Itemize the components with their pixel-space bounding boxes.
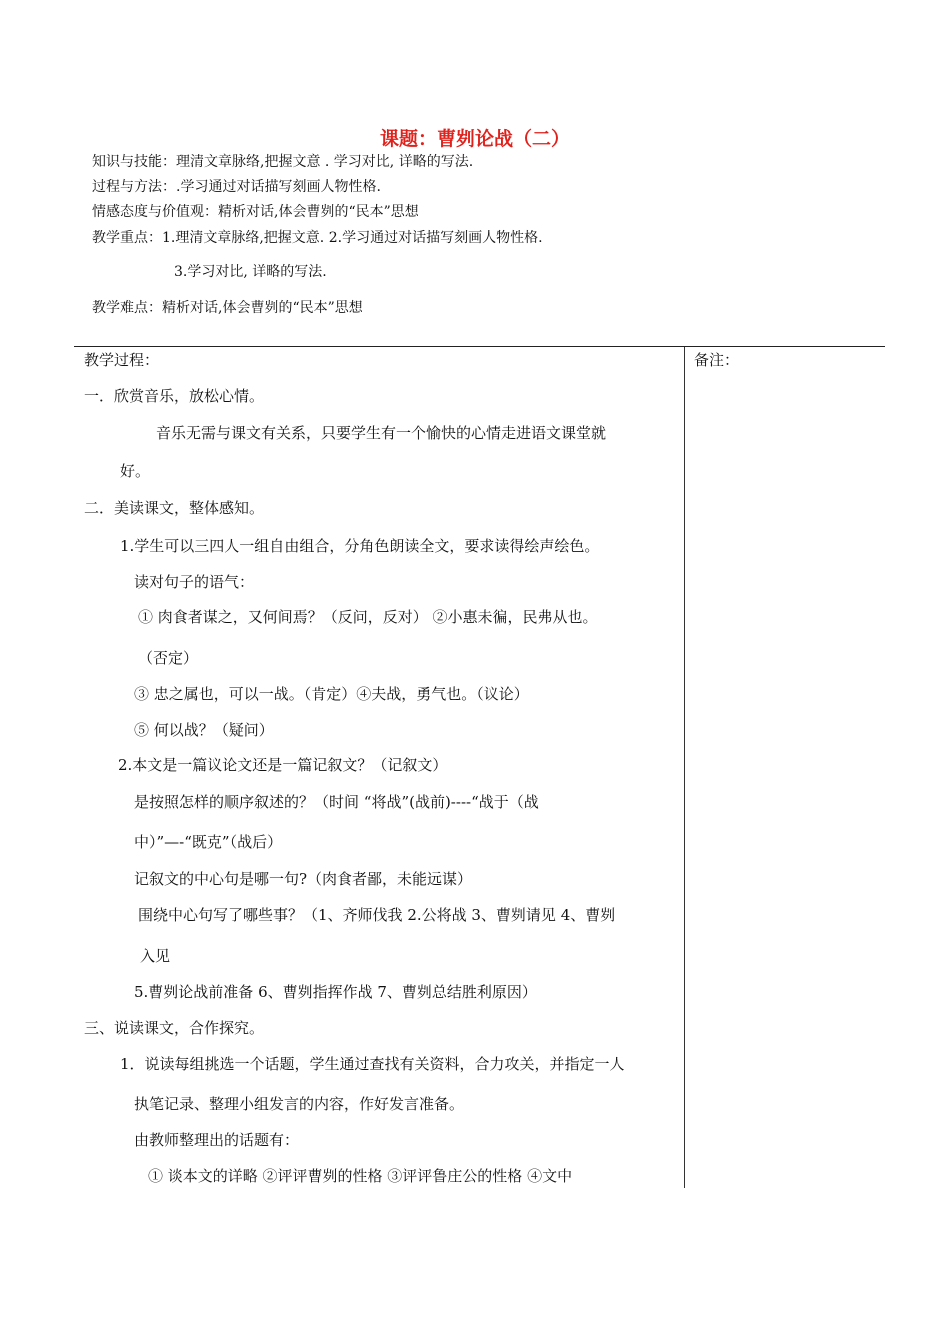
process-line: 入见	[140, 947, 171, 965]
objective-knowledge: 知识与技能：理清文章脉络,把握文意 . 学习对比, 详略的写法.	[92, 154, 474, 170]
process-line: 2.本文是一篇议论文还是一篇记叙文？（记叙文）	[118, 756, 448, 774]
process-line: 是按照怎样的顺序叙述的？（时间 “将战”(战前)----“战于（战	[134, 793, 539, 811]
lesson-title: 课题：曹刿论战（二）	[379, 128, 570, 150]
table-top-border	[74, 346, 885, 347]
process-line: 好。	[120, 462, 151, 480]
process-line: 一．欣赏音乐，放松心情。	[84, 387, 265, 405]
process-line: 围绕中心句写了哪些事？（1、齐师伐我 2.公将战 3、曹刿请见 4、曹刿	[138, 906, 616, 924]
objective-process: 过程与方法：.学习通过对话描写刻画人物性格.	[92, 179, 381, 195]
key-points-line-2: 3.学习对比, 详略的写法.	[174, 264, 327, 280]
process-line: ③ 忠之属也，可以一战。（肯定）④夫战，勇气也。（议论）	[134, 685, 529, 703]
teaching-process-header: 教学过程：	[84, 351, 160, 369]
process-line: 二．美读课文，整体感知。	[84, 499, 265, 517]
key-points-line-1: 教学重点：1.理清文章脉络,把握文意. 2.学习通过对话描写刻画人物性格.	[92, 230, 543, 246]
process-line: 5.曹刿论战前准备 6、曹刿指挥作战 7、曹刿总结胜利原因）	[134, 983, 537, 1001]
process-line: 由教师整理出的话题有：	[134, 1131, 300, 1149]
process-line: ① 谈本文的详略 ②评评曹刿的性格 ③评评鲁庄公的性格 ④文中	[148, 1167, 573, 1185]
process-line: 1．说读每组挑选一个话题，学生通过查找有关资料，合力攻关，并指定一人	[120, 1055, 625, 1073]
process-line: 音乐无需与课文有关系，只要学生有一个愉快的心情走进语文课堂就	[156, 424, 607, 442]
process-line: 读对句子的语气：	[134, 573, 255, 591]
difficulty: 教学难点：精析对话,体会曹刿的“民本”思想	[92, 300, 363, 316]
objective-emotion: 情感态度与价值观：精析对话,体会曹刿的“民本”思想	[92, 204, 419, 220]
process-line: 三、说读课文，合作探究。	[84, 1019, 265, 1037]
process-line: 中）”—-“既克”（战后）	[134, 833, 283, 851]
process-line: 执笔记录、整理小组发言的内容，作好发言准备。	[134, 1095, 465, 1113]
process-line: 1.学生可以三四人一组自由组合，分角色朗读全文，要求读得绘声绘色。	[120, 537, 600, 555]
remarks-header: 备注：	[694, 351, 740, 369]
table-column-divider	[684, 347, 685, 1188]
process-line: （否定）	[138, 649, 199, 667]
process-line: 记叙文的中心句是哪一句?（肉食者鄙，未能远谋）	[134, 870, 473, 888]
process-line: ⑤ 何以战？（疑问）	[134, 721, 274, 739]
process-line: ① 肉食者谋之，又何间焉？（反问，反对） ②小惠未徧，民弗从也。	[138, 608, 598, 626]
